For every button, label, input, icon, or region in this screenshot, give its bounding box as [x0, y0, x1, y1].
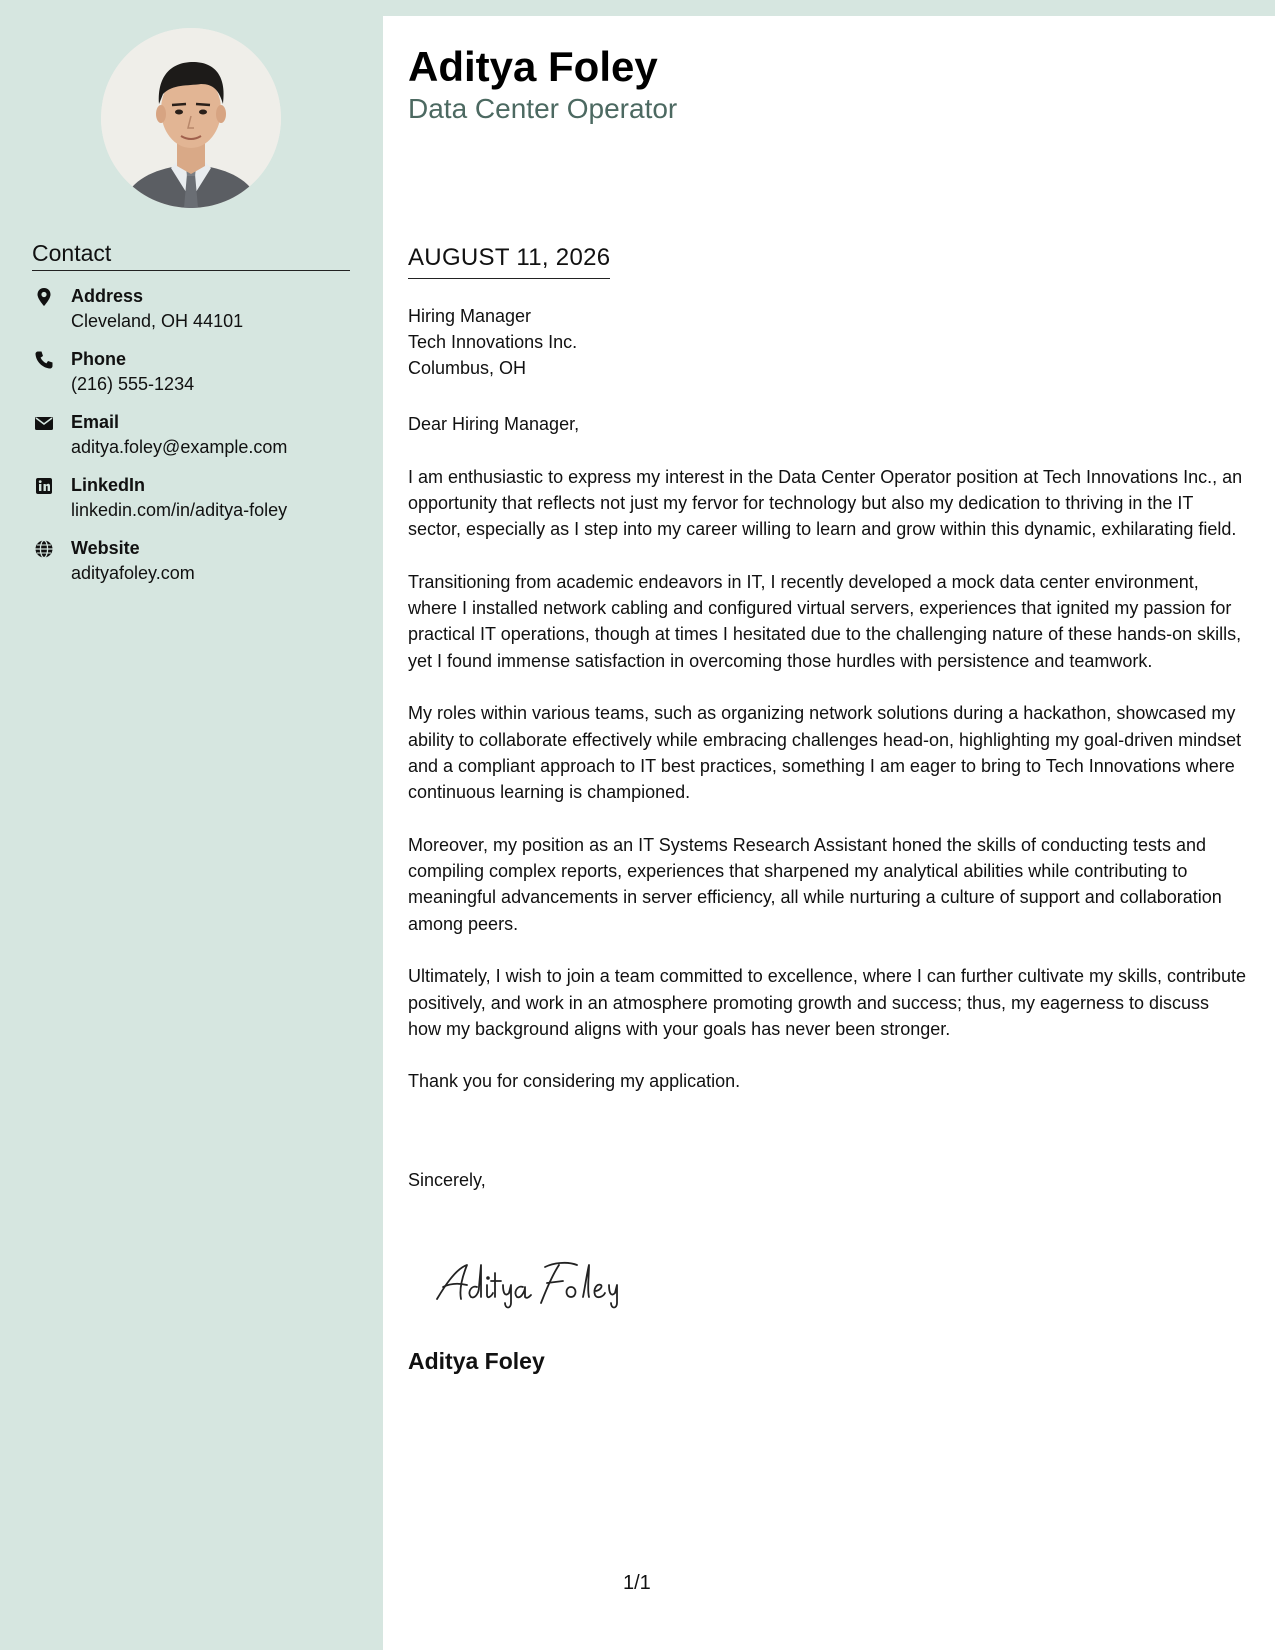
phone-value: (216) 555-1234: [71, 374, 195, 394]
greeting: Dear Hiring Manager,: [408, 414, 580, 434]
contact-item-address: [32, 284, 362, 347]
contact-item-phone: [32, 347, 362, 410]
paragraph: Ultimately, I wish to join a team committed to excellence, where I can further cultivate my skills, contribute positively, and work in an atmosphere promoting growth and success; thus, my eagerness to discuss how my background aligns with your goals has never been stronger.: [408, 966, 1246, 1039]
paragraph: Thank you for considering my application.: [408, 1071, 741, 1092]
letter-date: AUGUST 11, 2026: [408, 242, 610, 279]
closing: Sincerely,: [408, 1170, 486, 1190]
handwritten-signature: [433, 1259, 653, 1309]
applicant-name: Aditya Foley: [408, 43, 658, 90]
letter-body: [383, 16, 1275, 1650]
page-number: 1/1: [623, 1572, 651, 1594]
paragraph: I am enthusiastic to express my interest in the Data Center Operator position at Tech Innovations Inc., an opportunity that reflects not just my fervor for technology but also my dedication to thriving in the IT sector, especially as I step into my career willing to learn and grow within this dynamic, exhilarating field.: [408, 466, 1243, 540]
recipient-block: [408, 303, 577, 381]
phone-icon: [34, 350, 54, 370]
linkedin-icon: [34, 476, 54, 496]
globe-icon: [34, 539, 54, 559]
contact-item-website: [32, 536, 362, 599]
recipient-location: Columbus, OH: [408, 358, 527, 378]
map-pin-icon: [34, 287, 54, 307]
job-title: Data Center Operator: [408, 93, 678, 124]
profile-photo: [101, 28, 281, 208]
contact-item-email: [32, 410, 362, 473]
paragraph: My roles within various teams, such as organizing network solutions during a hackathon, showcased my ability to collaborate effectively while embracing challenges head-on, highlighting my goal-driven mindset and a compliant approach to IT best practices, something I am eager to bring to Tech Innovations where continuous learning is championed.: [408, 703, 1242, 803]
contact-label: Email: [71, 412, 120, 432]
letter-content: [408, 411, 1246, 1121]
sidebar: [0, 0, 383, 1650]
contact-label: Phone: [71, 349, 127, 369]
linkedin-value: linkedin.com/in/aditya-foley: [71, 500, 288, 520]
email-value: aditya.foley@example.com: [71, 437, 288, 457]
contact-item-linkedin: [32, 473, 362, 536]
contact-label: LinkedIn: [71, 475, 146, 495]
contact-heading: Contact: [32, 240, 350, 271]
contact-label: Address: [71, 286, 144, 306]
recipient-company: Tech Innovations Inc.: [408, 332, 578, 352]
contact-label: Website: [71, 538, 140, 558]
envelope-icon: [34, 413, 54, 433]
paragraph: Transitioning from academic endeavors in IT, I recently developed a mock data center environment, where I installed network cabling and configured virtual servers, experiences that ignited my passion for practical IT operations, though at times I hesitated due to the challenging nature of these hands-on skills, yet I found immense satisfaction in overcoming those hurdles with persistence and teamwork.: [408, 571, 1242, 671]
website-value: adityafoley.com: [71, 563, 195, 583]
recipient-name: Hiring Manager: [408, 306, 532, 326]
paragraph: Moreover, my position as an IT Systems Research Assistant honed the skills of conducting tests and compiling complex reports, experiences that sharpened my analytical abilities while contributing to meaningful advancements in server efficiency, all while nurturing a culture of support and collaboration among peers.: [408, 834, 1222, 934]
address-value: Cleveland, OH 44101: [71, 311, 244, 331]
signer-name: Aditya Foley: [408, 1348, 545, 1374]
contact-list: [32, 284, 362, 599]
